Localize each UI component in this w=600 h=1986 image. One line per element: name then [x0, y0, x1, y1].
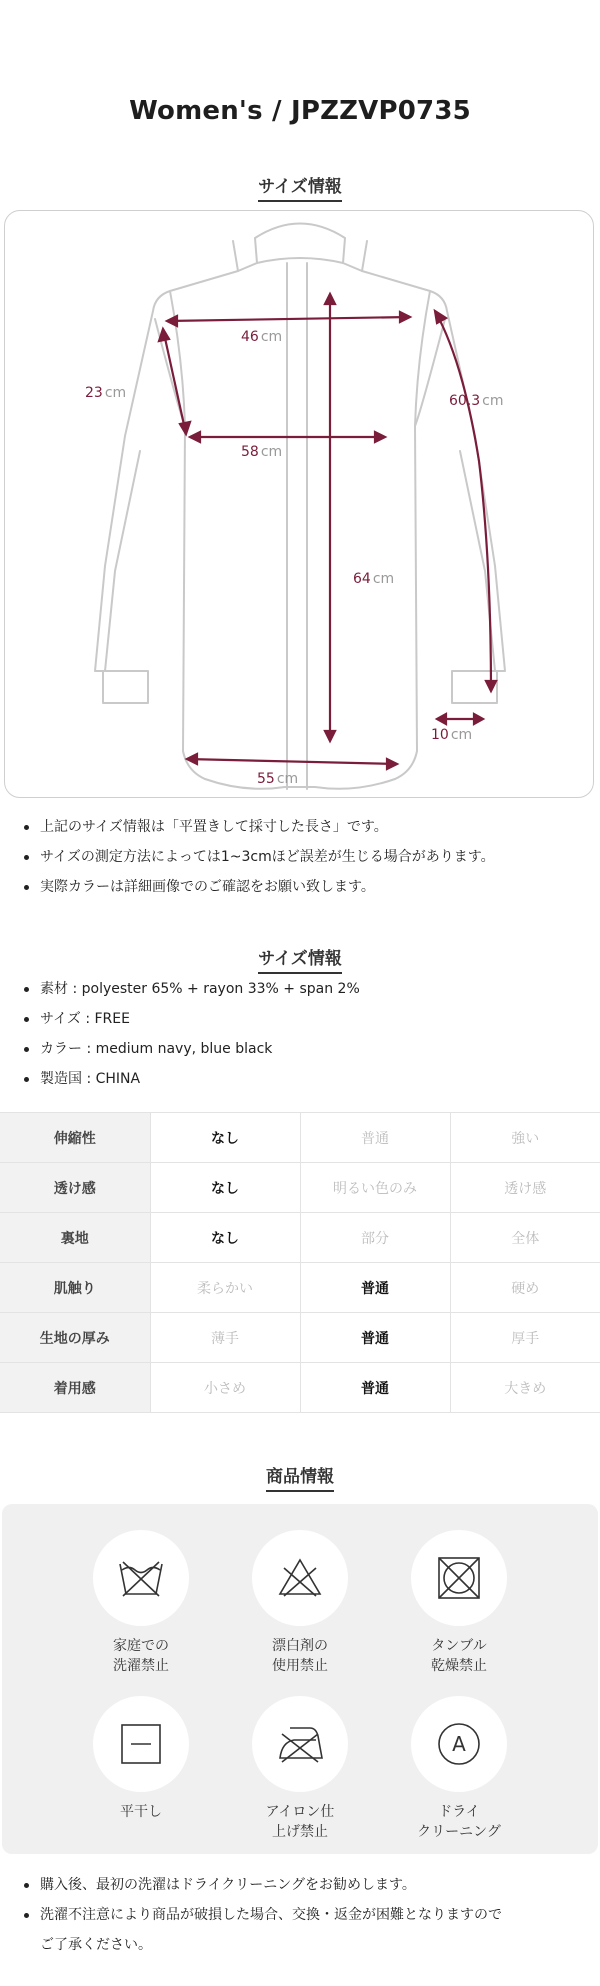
fabric-attr-label: 伸縮性: [0, 1113, 150, 1163]
product-notes: [22, 1870, 582, 1930]
no-tumble-dry-icon: [435, 1554, 483, 1602]
spec-item: 製造国 : CHINA: [22, 1064, 582, 1094]
fabric-option: なし: [150, 1113, 300, 1163]
product-info-heading: 商品情報: [0, 1462, 600, 1492]
fabric-option: 全体: [450, 1213, 600, 1263]
fabric-row: [0, 1363, 600, 1413]
size-note: サイズの測定方法によっては1~3cmほど誤差が生じる場合があります。: [22, 842, 582, 872]
body-length-measure: 64 cm: [353, 571, 395, 587]
fabric-option: 厚手: [450, 1313, 600, 1363]
hem-line: [187, 759, 397, 764]
care-item-no-wash: 家庭での 洗濯禁止: [61, 1530, 221, 1676]
fabric-option: 硬め: [450, 1263, 600, 1313]
sleeve-upper-measure: 23 cm: [85, 385, 127, 401]
spec-item: サイズ : FREE: [22, 1004, 582, 1034]
sleeve-length-measure: 60.3 cm: [449, 393, 504, 409]
product-title: Women's / JPZZVP0735: [129, 96, 471, 126]
hem-measure: 55 cm: [257, 771, 299, 787]
care-item-dry-clean: A ドライ クリーニング: [379, 1696, 539, 1842]
fabric-row: [0, 1263, 600, 1313]
cuff-measure: 10 cm: [431, 727, 473, 743]
size-note: 上記のサイズ情報は「平置きして採寸した長さ」です。: [22, 812, 582, 842]
fabric-option: 強い: [450, 1113, 600, 1163]
fabric-option: 部分: [300, 1213, 450, 1263]
fabric-option: 普通: [300, 1313, 450, 1363]
shirt-illustration: [5, 211, 595, 799]
no-bleach-icon: [276, 1556, 324, 1600]
fabric-attr-label: 裏地: [0, 1213, 150, 1263]
shoulder-measure: 46 cm: [241, 329, 283, 345]
size-note: 実際カラーは詳細画像でのご確認をお願い致します。: [22, 872, 582, 902]
product-note: 購入後、最初の洗濯はドライクリーニングをお勧めします。: [22, 1870, 582, 1900]
fabric-attr-label: 生地の厚み: [0, 1313, 150, 1363]
care-instructions: [2, 1504, 598, 1854]
care-item-no-iron: アイロン仕 上げ禁止: [220, 1696, 380, 1842]
fabric-attr-label: 肌触り: [0, 1263, 150, 1313]
fabric-option: 薄手: [150, 1313, 300, 1363]
care-item-flat-dry: 平干し: [61, 1696, 221, 1822]
fabric-option: 普通: [300, 1363, 450, 1413]
fabric-row: [0, 1213, 600, 1263]
fabric-option: 明るい色のみ: [300, 1163, 450, 1213]
care-item-no-tumble-dry: タンブル 乾燥禁止: [379, 1530, 539, 1676]
size-info-heading: サイズ情報: [0, 172, 600, 202]
care-item-no-bleach: 漂白剤の 使用禁止: [220, 1530, 380, 1676]
product-note: 洗濯不注意により商品が破損した場合、交換・返金が困難となりますので: [22, 1900, 582, 1930]
fabric-option: 小さめ: [150, 1363, 300, 1413]
spec-list: [22, 974, 582, 1094]
fabric-row: [0, 1313, 600, 1363]
sleeve-length-line: [435, 311, 491, 691]
no-iron-icon: [276, 1722, 324, 1766]
spec-item: カラー : medium navy, blue black: [22, 1034, 582, 1064]
fabric-option: なし: [150, 1163, 300, 1213]
fabric-option: なし: [150, 1213, 300, 1263]
fabric-option: 普通: [300, 1263, 450, 1313]
fabric-attr-label: 着用感: [0, 1363, 150, 1413]
product-note-continuation: ご了承ください。: [40, 1937, 152, 1953]
fabric-option: 普通: [300, 1113, 450, 1163]
fabric-row: [0, 1113, 600, 1163]
shoulder-line: [167, 317, 410, 321]
collar: [255, 224, 345, 264]
fabric-option: 柔らかい: [150, 1263, 300, 1313]
size-notes: [22, 812, 582, 902]
fabric-attr-label: 透け感: [0, 1163, 150, 1213]
spec-heading: サイズ情報: [0, 944, 600, 974]
svg-text:A: A: [452, 1732, 466, 1756]
fabric-table: [0, 1112, 600, 1413]
fabric-row: [0, 1163, 600, 1213]
spec-item: 素材 : polyester 65% + rayon 33% + span 2%: [22, 974, 582, 1004]
dry-clean-icon: [435, 1720, 483, 1768]
chest-measure: 58 cm: [241, 444, 283, 460]
flat-dry-icon: [117, 1720, 165, 1768]
fabric-option: 透け感: [450, 1163, 600, 1213]
no-wash-icon: [117, 1556, 165, 1600]
fabric-option: 大きめ: [450, 1363, 600, 1413]
size-diagram: [4, 210, 594, 798]
